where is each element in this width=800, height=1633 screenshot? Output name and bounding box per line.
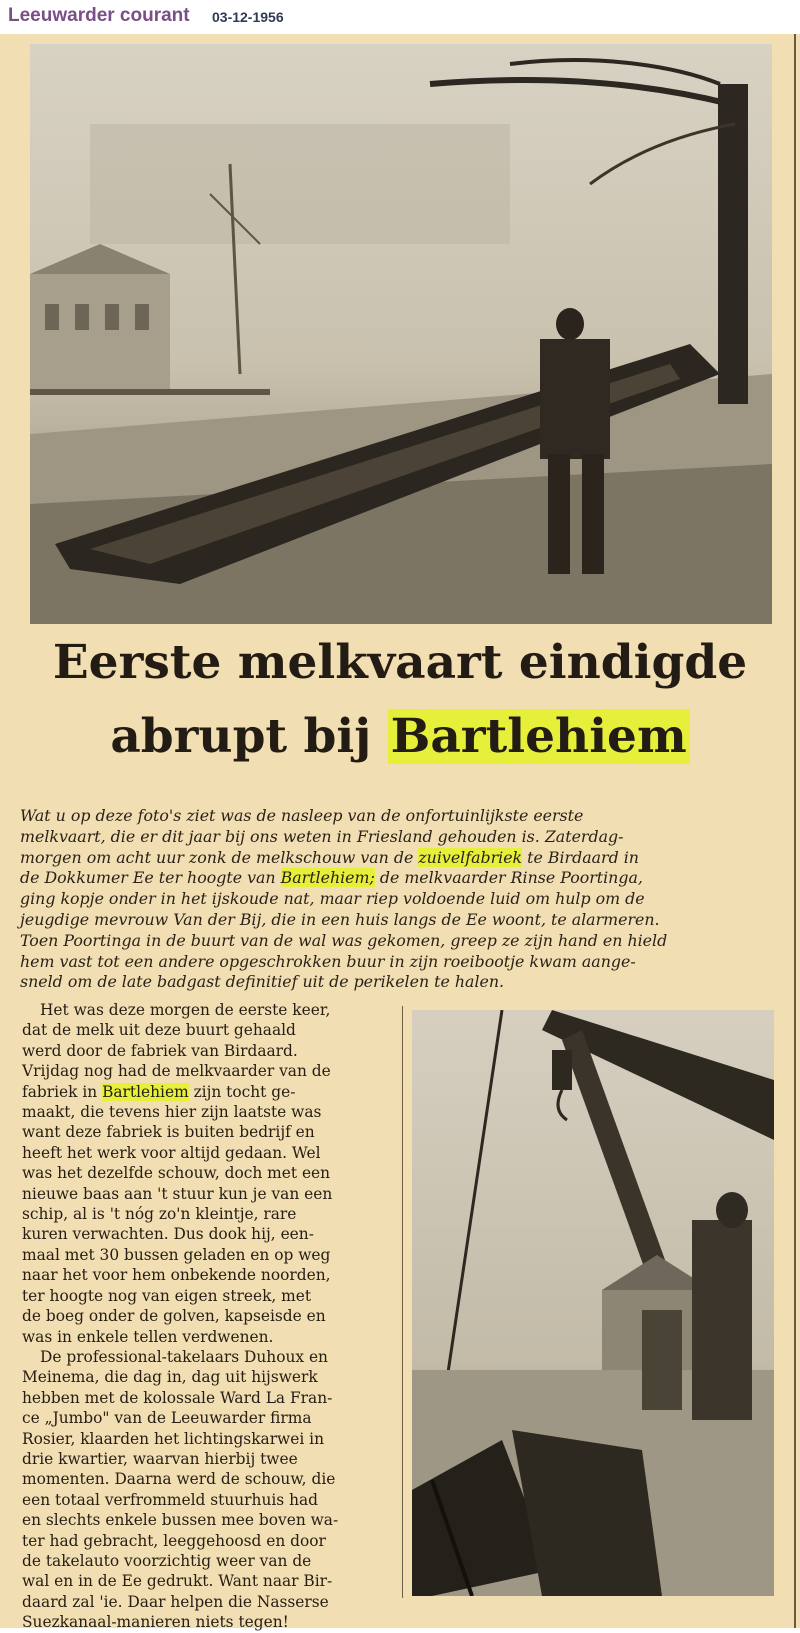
body-line: naar het voor hem onbekende noorden, xyxy=(22,1266,331,1285)
body-line: werd door de fabriek van Birdaard. xyxy=(22,1041,298,1060)
body-line: maakt, die tevens hier zijn laatste was xyxy=(22,1103,322,1122)
body-line: kuren verwachten. Dus dook hij, een- xyxy=(22,1225,314,1244)
intro-line: Toen Poortinga in de buurt van de wal was gekomen, greep ze zijn hand en hield xyxy=(20,930,668,950)
body-line: Het was deze morgen de eerste keer, xyxy=(40,1001,331,1019)
publication-date: 03-12-1956 xyxy=(212,9,284,25)
headline-highlight: Bartlehiem xyxy=(388,709,690,764)
intro-line: de Dokkumer Ee ter hoogte van Bartlehiem; de melkvaarder Rinse Poortinga, xyxy=(20,868,643,888)
body-line: een totaal verfrommeld stuurhuis had xyxy=(22,1490,319,1509)
body-text-column xyxy=(22,1000,398,1633)
body-line: wal en in de Ee gedrukt. Want naar Bir- xyxy=(22,1572,333,1591)
body-line: ter hoogte nog van eigen streek, met xyxy=(22,1286,312,1305)
body-line: Rosier, klaarden het lichtingskarwei in xyxy=(22,1429,324,1448)
body-line: schip, al is 't nóg zo'n kleintje, rare xyxy=(22,1205,297,1224)
publication-name[interactable]: Leeuwarder courant xyxy=(8,5,190,26)
body-line: momenten. Daarna werd de schouw, die xyxy=(22,1470,336,1489)
body-line: de takelauto voorzichtig weer van de xyxy=(22,1551,312,1570)
highlighted-word: Bartlehiem; xyxy=(280,868,375,888)
headline xyxy=(20,626,780,774)
headline-prefix: abrupt bij xyxy=(110,709,372,764)
body-line: was het dezelfde schouw, doch met een xyxy=(22,1164,331,1183)
intro-line: Wat u op deze foto's ziet was de nasleep van de onfortuinlijkste eerste xyxy=(20,806,584,825)
photo-crane-hoisting xyxy=(412,1010,774,1596)
body-line: drie kwartier, waarvan hierbij twee xyxy=(22,1449,298,1468)
photo-boat-on-bank xyxy=(30,44,772,624)
column-rule-right xyxy=(794,34,796,1628)
headline-line-1: Eerste melkvaart eindigde xyxy=(52,635,748,690)
body-line: en slechts enkele bussen mee boven wa- xyxy=(22,1511,339,1530)
body-line: maal met 30 bussen geladen en op weg xyxy=(22,1245,331,1264)
intro-paragraph xyxy=(20,806,790,993)
body-line: Suezkanaal-manieren niets tegen! xyxy=(22,1613,289,1632)
intro-line: melkvaart, die er dit jaar bij ons weten in Friesland gehouden is. Zaterdag- xyxy=(20,826,624,846)
highlighted-word: Bartlehiem xyxy=(102,1082,189,1101)
body-line: De professional-takelaars Duhoux en xyxy=(40,1347,328,1366)
body-line: hebben met de kolossale Ward La Fran- xyxy=(22,1388,333,1407)
highlighted-word: zuivelfabriek xyxy=(418,847,523,867)
body-line: de boeg onder de golven, kapseisde en xyxy=(22,1307,326,1326)
headline-line-2 xyxy=(20,700,780,774)
intro-line: hem vast tot een andere opgeschrokken buur in zijn roeibootje kwam aange- xyxy=(20,951,636,971)
body-line: ter had gebracht, leeggehoosd en door xyxy=(22,1531,326,1550)
intro-line: ging kopje onder in het ijskoude nat, maar riep voldoende luid om hulp om de xyxy=(20,889,645,909)
body-line: daard zal 'ie. Daar helpen die Nasserse xyxy=(22,1592,329,1611)
intro-line: sneld om de late badgast definitief uit de perikelen te halen. xyxy=(20,972,505,992)
body-line: want deze fabriek is buiten bedrijf en xyxy=(22,1123,315,1142)
body-line: nieuwe baas aan 't stuur kun je van een xyxy=(22,1184,333,1203)
intro-line: jeugdige mevrouw Van der Bij, die in een huis langs de Ee woont, te alarmeren. xyxy=(20,909,660,929)
intro-line: morgen om acht uur zonk de melkschouw van de zuivelfabriek te Birdaard in xyxy=(20,847,639,867)
source-header xyxy=(0,0,800,34)
body-line: Meinema, die dag in, dag uit hijswerk xyxy=(22,1368,318,1387)
body-line: dat de melk uit deze buurt gehaald xyxy=(22,1021,296,1040)
body-line: Vrijdag nog had de melkvaarder van de xyxy=(22,1062,331,1081)
body-line: was in enkele tellen verdwenen. xyxy=(22,1327,274,1346)
body-line: ce „Jumbo" van de Leeuwarder firma xyxy=(22,1409,312,1428)
column-divider xyxy=(402,1006,403,1598)
body-line: fabriek in Bartlehiem zijn tocht ge- xyxy=(22,1082,296,1101)
body-line: heeft het werk voor altijd gedaan. Wel xyxy=(22,1143,321,1162)
